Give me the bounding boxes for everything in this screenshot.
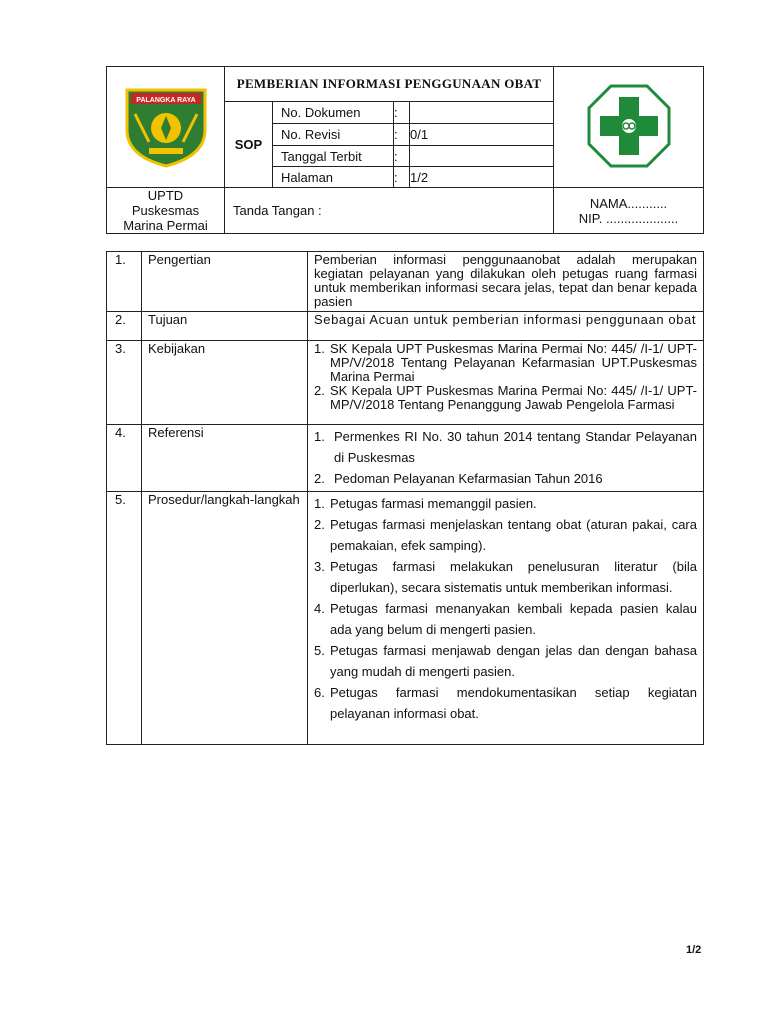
row-label: Tujuan [142,312,308,341]
field-label-no-revisi: No. Revisi [273,124,394,146]
field-value-halaman: 1/2 [410,167,554,188]
field-colon: : [394,124,410,146]
item-number: 4. [314,601,325,616]
nama-line: NAMA........... [589,195,668,211]
list-item [314,598,697,640]
item-number: 5. [314,643,325,658]
logo-text: PALANGKA RAYA [135,96,196,104]
document-title: PEMBERIAN INFORMASI PENGGUNAAN OBAT [225,67,554,102]
item-number: 1. [314,341,325,356]
row-number: 1. [107,252,142,312]
item-number: 2. [314,471,325,486]
list-item-text: Petugas farmasi melakukan penelusuran literatur (bila diperlukan), secara sistematis untuk memberikan informasi. [330,559,697,595]
row-number: 3. [107,341,142,425]
row-label: Prosedur/langkah-langkah [142,492,308,745]
item-number: 1. [314,429,325,444]
field-value-tanggal-terbit [410,146,554,167]
list-item-text: Petugas farmasi menjawab dengan jelas dan dengan bahasa yang mudah di mengerti pasien. [330,643,697,679]
list-item-text: Pedoman Pelayanan Kefarmasian Tahun 2016 [334,471,603,486]
item-number: 6. [314,685,325,700]
list-item-text: SK Kepala UPT Puskesmas Marina Permai No: 445/ /I-1/ UPT-MP/V/2018 Tentang Pelayanan Kefarmasian UPT.Puskesmas Marina Permai [330,341,697,384]
field-value-no-dokumen [410,102,554,124]
health-cross-logo [586,83,672,169]
city-shield-logo [121,84,211,168]
city-logo-cell [107,67,225,188]
list-item [314,493,697,514]
list-item-text: Petugas farmasi menanyakan kembali kepada pasien kalau ada yang belum di mengerti pasien. [330,601,697,637]
row-number: 5. [107,492,142,745]
item-number: 2. [314,383,325,398]
row-label: Pengertian [142,252,308,312]
list-item [314,426,697,468]
list-item-text: Petugas farmasi mendokumentasikan setiap kegiatan pelayanan informasi obat. [330,685,697,721]
item-number: 1. [314,496,325,511]
list-item [314,556,697,598]
field-label-no-dokumen: No. Dokumen [273,102,394,124]
list-item-text: Petugas farmasi memanggil pasien. [330,496,537,511]
prosedur-list [308,492,704,745]
list-item [314,682,697,724]
list-item [314,640,697,682]
list-item-text: Petugas farmasi menjelaskan tentang obat (aturan pakai, cara pemakaian, efek samping). [330,517,697,553]
row-label: Kebijakan [142,341,308,425]
row-label: Referensi [142,425,308,492]
list-item [314,468,697,489]
list-item-text: SK Kepala UPT Puskesmas Marina Permai No: 445/ /I-1/ UPT-MP/V/2018 Tentang Penanggung Jawab Pengelola Farmasi [330,383,697,412]
sop-label: SOP [225,102,273,188]
field-colon: : [394,102,410,124]
field-value-no-revisi: 0/1 [410,124,554,146]
list-item-text: Permenkes RI No. 30 tahun 2014 tentang Standar Pelayanan di Puskesmas [334,429,697,465]
tujuan-text: Sebagai Acuan untuk pemberian informasi penggunaan obat [308,312,704,341]
table-row [107,425,704,492]
unit-name-cell [107,188,225,234]
field-colon: : [394,146,410,167]
kebijakan-list [308,341,704,425]
signatory-cell [554,188,704,234]
table-row [107,252,704,312]
field-label-tanggal-terbit: Tanggal Terbit [273,146,394,167]
field-colon: : [394,167,410,188]
sop-header-table [106,66,704,234]
unit-line-2: Puskesmas [131,203,200,218]
row-number: 4. [107,425,142,492]
list-item [314,342,697,384]
table-row [107,341,704,425]
table-row [107,312,704,341]
signature-label: Tanda Tangan : [225,188,554,234]
item-number: 2. [314,517,325,532]
item-number: 3. [314,559,325,574]
unit-line-3: Marina Permai [123,218,208,233]
row-number: 2. [107,312,142,341]
referensi-list [308,425,704,492]
list-item [314,384,697,412]
nip-line: NIP. .................... [578,210,679,226]
pengertian-text: Pemberian informasi penggunaanobat adalah merupakan kegiatan pelayanan yang dilakukan oleh petugas ruang farmasi untuk memberikan informasi secara jelas, tepat dan benar kepada pasien [308,252,704,312]
table-row [107,492,704,745]
health-logo-cell [554,67,704,188]
field-label-halaman: Halaman [273,167,394,188]
unit-line-1: UPTD [147,188,184,203]
list-item [314,514,697,556]
page-number: 1/2 [686,944,702,956]
sop-content-table [106,251,704,745]
